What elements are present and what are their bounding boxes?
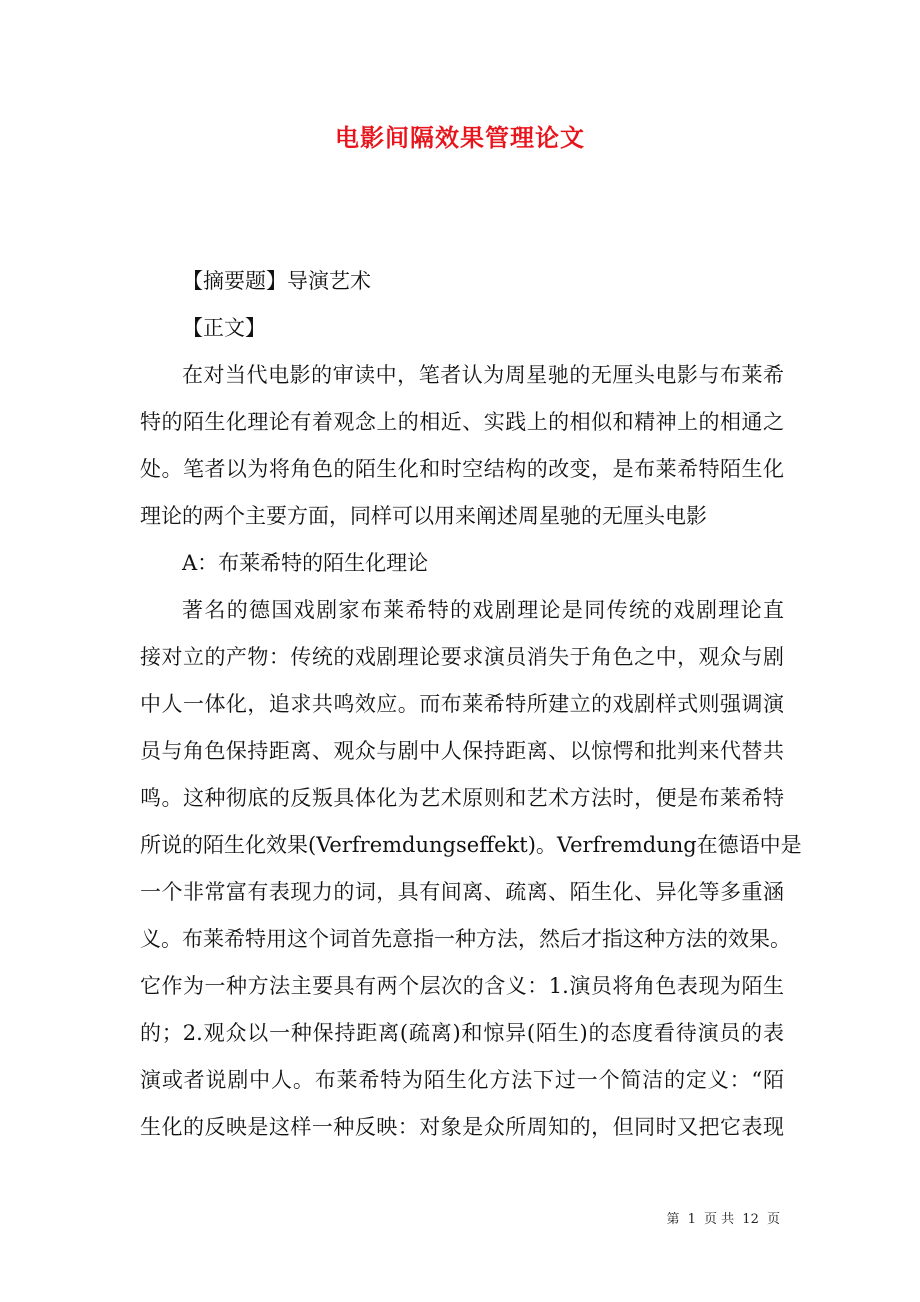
footer-suffix: 页 (766, 1212, 780, 1227)
paragraph-line: 的；2.观众以一种保持距离(疏离)和惊异(陌生)的态度看待演员的表 (140, 1021, 784, 1045)
footer-page-number: 1 (687, 1212, 696, 1227)
section-heading: A：布莱希特的陌生化理论 (182, 551, 429, 575)
body-label: 【正文】 (182, 316, 266, 340)
paragraph-line: 接对立的产物：传统的戏剧理论要求演员消失于角色之中，观众与剧 (140, 645, 784, 669)
abstract-line: 【摘要题】导演艺术 (182, 269, 371, 293)
paragraph-line: 鸣。这种彻底的反叛具体化为艺术原则和艺术方法时，便是布莱希特 (140, 786, 784, 810)
document-body (140, 258, 802, 1151)
footer-total-pages: 12 (742, 1212, 759, 1227)
paragraph-line: 中人一体化，追求共鸣效应。而布莱希特所建立的戏剧样式则强调演 (140, 692, 784, 716)
paragraph-line: 处。笔者以为将角色的陌生化和时空结构的改变，是布莱希特陌生化 (140, 457, 784, 481)
paragraph-line: 理论的两个主要方面，同样可以用来阐述周星驰的无厘头电影 (140, 504, 707, 528)
paragraph-line: 演或者说剧中人。布莱希特为陌生化方法下过一个简洁的定义：“陌 (140, 1068, 784, 1092)
document-title: 电影间隔效果管理论文 (335, 123, 585, 152)
paragraph-line: 在对当代电影的审读中，笔者认为周星驰的无厘头电影与布莱希 (182, 363, 784, 387)
footer-prefix: 第 (666, 1212, 680, 1227)
footer-middle: 页 共 (704, 1212, 735, 1227)
paragraph-line: 员与角色保持距离、观众与剧中人保持距离、以惊愕和批判来代替共 (140, 739, 784, 763)
page-footer (0, 1208, 780, 1227)
paragraph-line: 特的陌生化理论有着观念上的相近、实践上的相似和精神上的相通之 (140, 410, 784, 434)
paragraph-line: 它作为一种方法主要具有两个层次的含义：1.演员将角色表现为陌生 (140, 974, 784, 998)
paragraph-line: 生化的反映是这样一种反映：对象是众所周知的，但同时又把它表现 (140, 1115, 784, 1139)
paragraph-line: 义。布莱希特用这个词首先意指一种方法，然后才指这种方法的效果。 (140, 927, 791, 951)
paragraph-line: 所说的陌生化效果(Verfremdungseffekt)。Verfremdung在德语中是 (140, 833, 802, 857)
paragraph-line: 著名的德国戏剧家布莱希特的戏剧理论是同传统的戏剧理论直 (182, 598, 784, 622)
paragraph-line: 一个非常富有表现力的词，具有间离、疏离、陌生化、异化等多重涵 (140, 880, 784, 904)
